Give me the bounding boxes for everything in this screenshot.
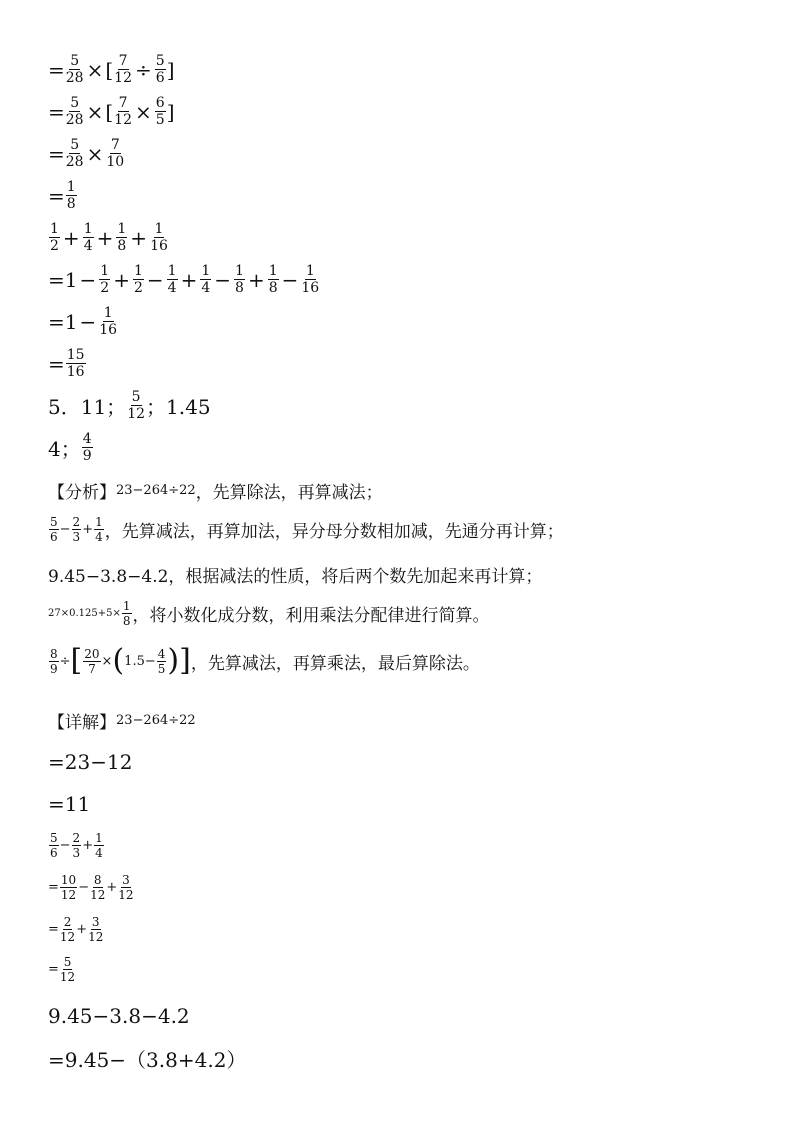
solution-label: 【详解】	[48, 713, 116, 733]
step-line: = 1 − $\frac{1}{16}$	[48, 305, 118, 338]
expression-line: 5 6 − $\frac{2}{3}$ + $\frac{1}{4}$	[50, 831, 103, 860]
fraction: $\frac{1}{2}$	[133, 263, 143, 296]
step-line: = $\frac{2}{12}$ + $\frac{3}{12}$	[48, 915, 104, 944]
fraction: 5 6	[50, 831, 58, 860]
fraction: $\frac{3}{12}$	[118, 873, 134, 902]
fraction: $\frac{2}{3}$	[72, 515, 81, 544]
fraction: $\frac{6}{5}$	[155, 95, 165, 128]
fraction: $\frac{5}{28}$	[65, 95, 84, 128]
step-line: = $\frac{1}{8}$	[48, 179, 76, 212]
fraction: $\frac{20}{7}$	[84, 646, 100, 676]
fraction: $\frac{1}{4}$	[201, 263, 211, 296]
fraction: $\frac{1}{8}$	[235, 263, 244, 296]
fraction: $\frac{7}{10}$	[106, 137, 125, 170]
fraction: $\frac{1}{16}$	[150, 221, 168, 254]
fraction: $\frac{8}{9}$	[50, 646, 58, 676]
step-line: = $\frac{5}{28}$ × [ $\frac{7}{12}$ × $\frac{6}{5}$ ]	[48, 95, 175, 128]
fraction: $\frac{1}{2}$	[100, 263, 110, 296]
expression-line: 1 2 + $\frac{1}{4}$ + $\frac{1}{8}$ + $\frac{1}{16}$	[50, 221, 168, 254]
fraction: $\frac{1}{4}$	[167, 263, 177, 296]
fraction: $\frac{15}{16}$	[66, 347, 85, 380]
fraction: $\frac{4}{5}$	[157, 646, 166, 676]
fraction: 5 12	[127, 389, 146, 422]
step-line: = $\frac{5}{12}$	[48, 955, 76, 984]
fraction: $\frac{1}{8}$	[66, 179, 76, 212]
step-line: =11	[48, 792, 91, 816]
fraction: $\frac{1}{16}$	[301, 263, 320, 296]
step-line: = $\frac{15}{16}$	[48, 347, 85, 380]
fraction: $\frac{2}{3}$	[72, 831, 81, 860]
analysis-line: $\frac{8}{9}$ ÷ [ $\frac{20}{7}$ × ( 1.5− $\frac{4}{5}$ ) ] ，先算减法，再算乘法，最后算除法。	[50, 643, 480, 678]
expression-line: 9.45−3.8−4.2	[48, 1004, 190, 1028]
fraction: 5 6	[50, 515, 58, 544]
analysis-heading-line: 【分析】 23−264÷22 ，先算除法，再算减法；	[48, 478, 383, 503]
step-line: =23−12	[48, 750, 133, 774]
analysis-line: 5 6 − $\frac{2}{3}$ + $\frac{1}{4}$ ，先算减法，再算加法，异分母分数相加减，先通分再计算；	[50, 515, 564, 544]
fraction: $\frac{3}{12}$	[88, 915, 104, 944]
fraction: $\frac{1}{8}$	[117, 221, 127, 254]
fraction: $\frac{1}{4}$	[83, 221, 93, 254]
analysis-line: 27×0.125+5× $\frac{1}{8}$ ，将小数化成分数，利用乘法分配律进行简算。	[48, 599, 490, 628]
divide-sign: ÷	[135, 57, 152, 82]
fraction: $\frac{5}{12}$	[59, 955, 76, 984]
fraction: $\frac{1}{16}$	[99, 305, 118, 338]
step-line: = $\frac{5}{28}$ × $\frac{7}{10}$	[48, 137, 125, 170]
fraction: $\frac{7}{12}$	[114, 53, 132, 86]
fraction: $\frac{5}{28}$	[65, 137, 84, 170]
left-bracket: [	[105, 57, 114, 82]
fraction: $\frac{1}{4}$	[95, 515, 103, 544]
fraction: $\frac{8}{12}$	[90, 873, 106, 902]
fraction: $\frac{5}{28}$	[65, 53, 84, 86]
step-line: = 1 − $\frac{1}{2}$ + $\frac{1}{2}$ − $\frac{1}{4}$ + $\frac{1}{4}$ − $\frac{1}{8}$ + $\frac{1}{8}$ − $\frac{1}{16}$	[48, 263, 320, 296]
right-bracket: ]	[166, 57, 175, 82]
answer-line: 5．11； 5 12 ；1.45	[48, 389, 211, 422]
fraction: $\frac{5}{6}$	[155, 53, 165, 86]
fraction: $\frac{2}{12}$	[59, 915, 76, 944]
step-line: = $\frac{10}{12}$ − $\frac{8}{12}$ + $\frac{3}{12}$	[48, 873, 134, 902]
times-sign: ×	[86, 57, 104, 82]
answer-line: 4； 4 9	[48, 431, 92, 464]
fraction: $\frac{1}{8}$	[122, 599, 131, 628]
step-line: =9.45−（3.8+4.2）	[48, 1048, 247, 1072]
fraction: $\frac{1}{4}$	[95, 831, 103, 860]
solution-heading-line: 【详解】 23−264÷22	[48, 708, 196, 733]
analysis-line: 9.45−3.8−4.2，根据减法的性质，将后两个数先加起来再计算；	[48, 567, 543, 587]
fraction: $\frac{1}{8}$	[268, 263, 278, 296]
fraction: $\frac{7}{12}$	[114, 95, 132, 128]
analysis-label: 【分析】	[48, 483, 116, 503]
equals-sign: =	[48, 57, 65, 82]
fraction: 4 9	[82, 431, 92, 464]
step-line	[48, 54, 175, 85]
fraction: $\frac{10}{12}$	[60, 873, 77, 902]
fraction: 1 2	[50, 221, 59, 254]
